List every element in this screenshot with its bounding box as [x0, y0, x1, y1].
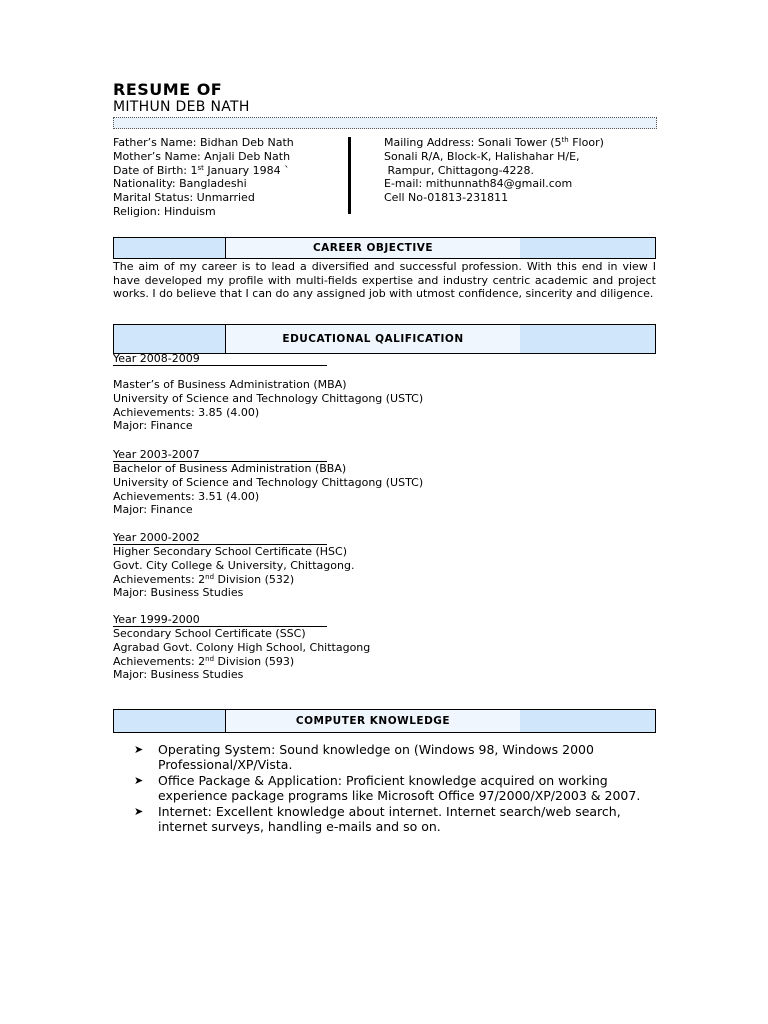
address-line-3: Rampur, Chittagong-4228.	[384, 163, 535, 177]
education-year: Year 2003-2007	[113, 448, 200, 461]
career-objective-heading: CAREER OBJECTIVE	[225, 237, 521, 259]
computer-knowledge-list	[134, 742, 654, 834]
achievement: Achievements: 2nd Division (593)	[113, 654, 295, 668]
education-year: Year 2000-2002	[113, 531, 200, 544]
mailing-address: Mailing Address: Sonali Tower (5th Floor)	[384, 136, 604, 149]
computer-knowledge-header	[113, 709, 656, 733]
education-heading: EDUCATIONAL QALIFICATION	[225, 324, 521, 354]
resume-title: RESUME OF	[113, 80, 223, 99]
education-year: Year 1999-2000	[113, 613, 200, 626]
vertical-divider	[348, 137, 351, 214]
education-header	[113, 324, 656, 354]
computer-knowledge-heading: COMPUTER KNOWLEDGE	[225, 709, 521, 733]
education-entry-bba	[113, 448, 423, 517]
address-line-2: Sonali R/A, Block-K, Halishahar H/E,	[384, 149, 580, 163]
arrow-right-icon: ➤	[134, 804, 144, 818]
degree: Higher Secondary School Certificate (HSC)	[113, 545, 347, 558]
education-entry-hsc	[113, 531, 354, 600]
achievement: Achievements: 3.51 (4.00)	[113, 489, 260, 503]
religion: Religion: Hinduism	[113, 204, 216, 218]
major: Major: Business Studies	[113, 668, 244, 682]
education-entry-mba	[113, 352, 423, 433]
arrow-right-icon: ➤	[134, 773, 144, 787]
list-item: ➤ Internet: Excellent knowledge about internet. Internet search/web search, internet surveys, handling e-mails and so on.	[134, 803, 621, 835]
email: E-mail: mithunnath84@gmail.com	[384, 177, 573, 191]
personal-info-right	[384, 136, 604, 205]
education-year: Year 2008-2009	[113, 352, 200, 365]
father-name: Father’s Name: Bidhan Deb Nath	[113, 136, 294, 149]
major: Major: Finance	[113, 419, 193, 433]
arrow-right-icon: ➤	[134, 743, 144, 756]
mother-name: Mother’s Name: Anjali Deb Nath	[113, 149, 291, 163]
achievement: Achievements: 3.85 (4.00)	[113, 405, 260, 419]
institution: Agrabad Govt. Colony High School, Chittagong	[113, 640, 371, 654]
marital-status: Marital Status: Unmarried	[113, 191, 255, 205]
career-objective-text: The aim of my career is to lead a diversified and successful profession. With this end in view I have developed my profile with multi-fields expertise and industry centric academic and project works. I do believe that I can do any assigned job with utmost confidence, sincerity and diligence.	[113, 260, 656, 301]
personal-info-left	[113, 136, 294, 219]
institution: University of Science and Technology Chittagong (USTC)	[113, 475, 424, 489]
date-of-birth: Date of Birth: 1st January 1984 `	[113, 163, 290, 177]
candidate-name: MITHUN DEB NATH	[113, 99, 250, 115]
nationality: Nationality: Bangladeshi	[113, 177, 247, 191]
institution: Govt. City College & University, Chittagong.	[113, 558, 355, 572]
list-item: ➤ Operating System: Sound knowledge on (Windows 98, Windows 2000 Professional/XP/Vista.	[134, 742, 594, 773]
career-objective-header	[113, 237, 656, 259]
degree: Master’s of Business Administration (MBA)	[113, 378, 347, 391]
education-entry-ssc	[113, 613, 370, 682]
major: Major: Finance	[113, 503, 193, 517]
major: Major: Business Studies	[113, 586, 244, 600]
institution: University of Science and Technology Chittagong (USTC)	[113, 391, 424, 405]
achievement: Achievements: 2nd Division (532)	[113, 572, 295, 586]
cell-number: Cell No-01813-231811	[384, 191, 509, 205]
degree: Secondary School Certificate (SSC)	[113, 627, 306, 640]
header-divider	[113, 117, 657, 129]
list-item: ➤ Office Package & Application: Proficient knowledge acquired on working experience package programs like Microsoft Office 97/2000/XP/2003 & 2007.	[134, 772, 641, 804]
degree: Bachelor of Business Administration (BBA)	[113, 462, 347, 475]
